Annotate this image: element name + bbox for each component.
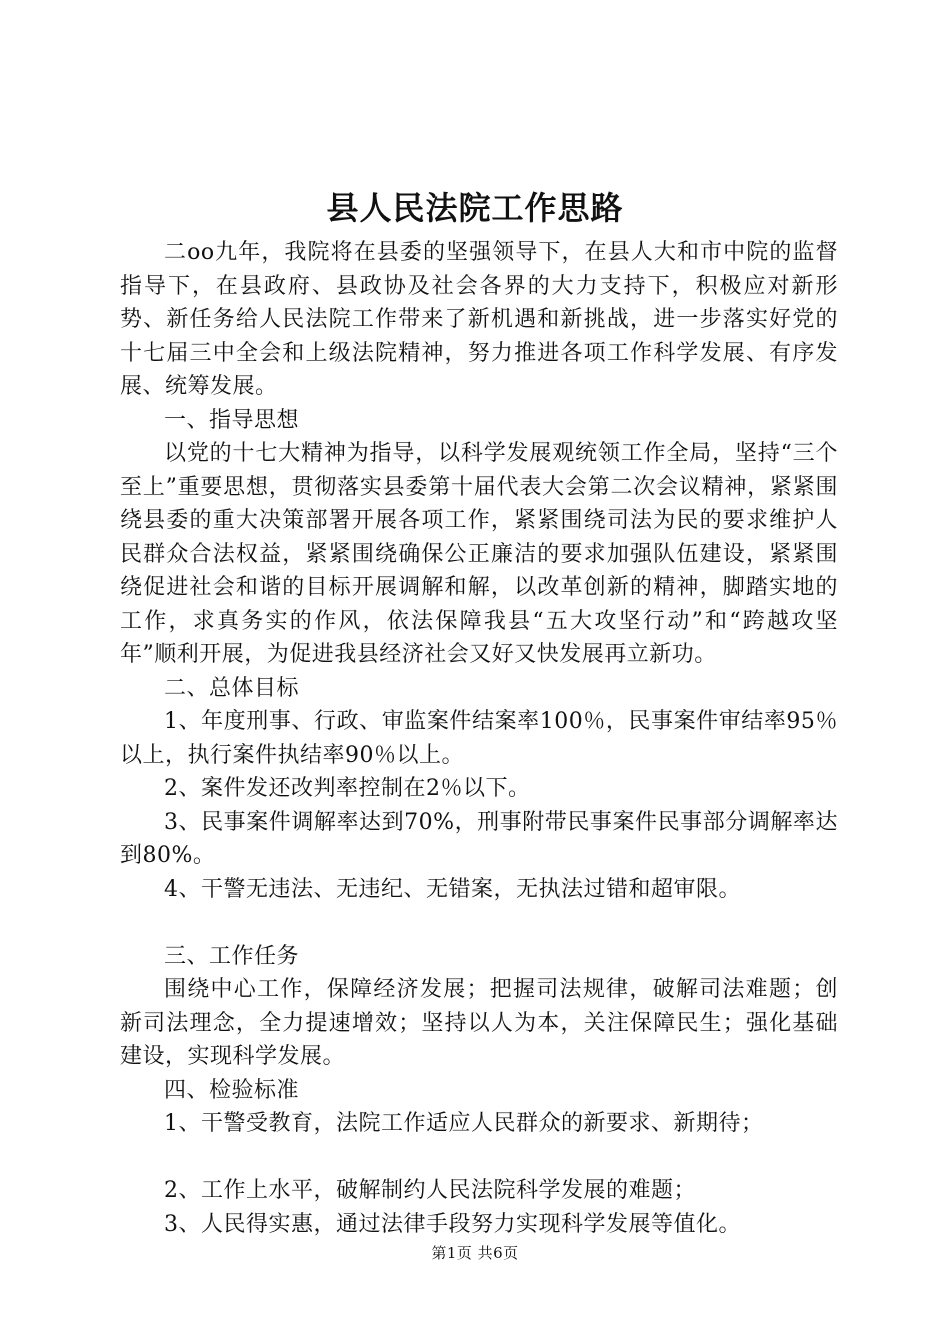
section-heading-overall-goals: 二、总体目标 bbox=[164, 675, 300, 701]
standard-item-3: 3、人民得实惠，通过法律手段努力实现科学发展等值化。 bbox=[164, 1211, 741, 1237]
standard-item-2: 2、工作上水平，破解制约人民法院科学发展的难题； bbox=[164, 1178, 696, 1203]
intro-paragraph: 二oo九年，我院将在县委的坚强领导下，在县人大和市中院的监督指导下，在县政府、县政协及社会各界的大力支持下，积极应对新形势、新任务给人民法院工作带来了新机遇和新挑战，进一步落实好党的十七届三中全会和上级法院精神，努力推进各项工作科学发展、有序发展、统筹发展。 bbox=[120, 240, 838, 399]
blank-line bbox=[120, 1141, 838, 1175]
section-heading-guiding-thought: 一、指导思想 bbox=[164, 407, 300, 433]
goal-item-1: 1、年度刑事、行政、审监案件结案率100％，民事案件审结率95％以上，执行案件执结率90％以上。 bbox=[120, 709, 838, 768]
work-tasks-paragraph: 围绕中心工作，保障经济发展；把握司法规律，破解司法难题；创新司法理念，全力提速增效；坚持以人为本，关注保障民生；强化基础建设，实现科学发展。 bbox=[120, 977, 838, 1069]
goal-item-2: 2、案件发还改判率控制在2％以下。 bbox=[164, 776, 531, 801]
document-title: 县人民法院工作思路 bbox=[326, 189, 624, 227]
guiding-thought-paragraph: 以党的十七大精神为指导，以科学发展观统领工作全局，坚持“三个至上”重要思想，贯彻落实县委第十届代表大会第二次会议精神，紧紧围绕县委的重大决策部署开展各项工作，紧紧围绕司法为民的要求维护人民群众合法权益，紧紧围绕确保公正廉洁的要求加强队伍建设，紧紧围绕促进社会和谐的目标开展调解和解，以改革创新的精神，脚踏实地的工作，求真务实的作风，依法保障我县“五大攻坚行动”和“跨越攻坚年”顺利开展，为促进我县经济社会又好又快发展再立新功。 bbox=[120, 441, 838, 667]
document-body bbox=[120, 236, 838, 1241]
page-footer: 第1页 共6页 bbox=[431, 1244, 519, 1262]
blank-line bbox=[120, 906, 838, 940]
goal-item-3: 3、民事案件调解率达到70%，刑事附带民事案件民事部分调解率达到80%。 bbox=[120, 809, 838, 868]
section-heading-work-tasks: 三、工作任务 bbox=[164, 943, 300, 969]
section-heading-inspection-standards: 四、检验标准 bbox=[164, 1077, 300, 1103]
goal-item-4: 4、干警无违法、无违纪、无错案，无执法过错和超审限。 bbox=[164, 876, 741, 902]
standard-item-1: 1、干警受教育，法院工作适应人民群众的新要求、新期待； bbox=[164, 1111, 764, 1136]
